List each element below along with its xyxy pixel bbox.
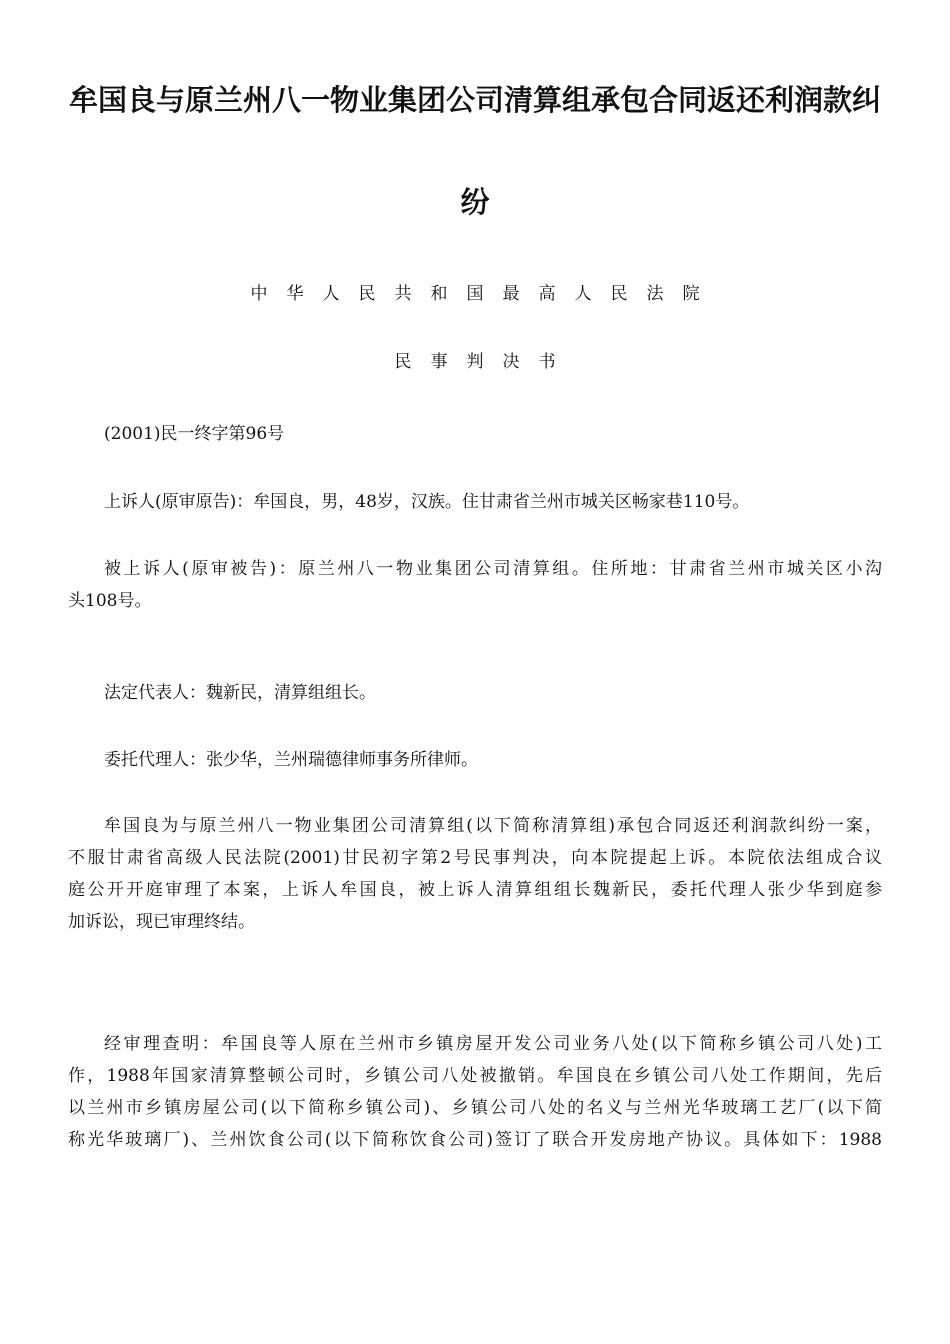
intro-line-4: 加诉讼，现已审理终结。 bbox=[68, 912, 255, 932]
facts-line-1: 经审理查明：牟国良等人原在兰州市乡镇房屋开发公司业务八处(以下简称乡镇公司八处)工 bbox=[104, 1034, 882, 1054]
document-title-line-2: 纷 bbox=[460, 185, 490, 219]
appellee-line-2: 头108号。 bbox=[68, 591, 152, 611]
intro-line-1: 牟国良为与原兰州八一物业集团公司清算组(以下简称清算组)承包合同返还利润款纠纷一案， bbox=[104, 816, 882, 836]
intro-paragraph bbox=[68, 810, 882, 938]
facts-paragraph bbox=[68, 1028, 882, 1156]
document-title-line-1: 牟国良与原兰州八一物业集团公司清算组承包合同返还利润款纠 bbox=[68, 83, 881, 117]
appellee-line-1: 被上诉人(原审被告)：原兰州八一物业集团公司清算组。住所地：甘肃省兰州市城关区小沟 bbox=[104, 559, 882, 579]
intro-line-2: 不服甘肃省高级人民法院(2001)甘民初字第2号民事判决，向本院提起上诉。本院依法组成合议 bbox=[68, 848, 882, 868]
appellant-paragraph: 上诉人(原审原告)：牟国良，男，48岁，汉族。住甘肃省兰州市城关区畅家巷110号。 bbox=[104, 492, 750, 512]
legal-representative: 法定代表人：魏新民，清算组组长。 bbox=[104, 683, 376, 703]
court-name: 中华人民共和国最高人民法院 bbox=[250, 284, 719, 304]
appellee-paragraph bbox=[68, 553, 882, 617]
intro-line-3: 庭公开开庭审理了本案，上诉人牟国良，被上诉人清算组组长魏新民，委托代理人张少华到庭参 bbox=[68, 880, 882, 900]
authorized-agent: 委托代理人：张少华，兰州瑞德律师事务所律师。 bbox=[104, 750, 478, 770]
case-number: (2001)民一终字第96号 bbox=[104, 424, 285, 444]
facts-line-2: 作，1988年国家清算整顿公司时，乡镇公司八处被撤销。牟国良在乡镇公司八处工作期间，先后 bbox=[68, 1066, 882, 1086]
facts-line-3: 以兰州市乡镇房屋公司(以下简称乡镇公司)、乡镇公司八处的名义与兰州光华玻璃工艺厂(以下简 bbox=[68, 1098, 882, 1118]
facts-line-4: 称光华玻璃厂)、兰州饮食公司(以下简称饮食公司)签订了联合开发房地产协议。具体如下：1988 bbox=[68, 1130, 882, 1150]
document-type: 民事判决书 bbox=[394, 352, 575, 372]
